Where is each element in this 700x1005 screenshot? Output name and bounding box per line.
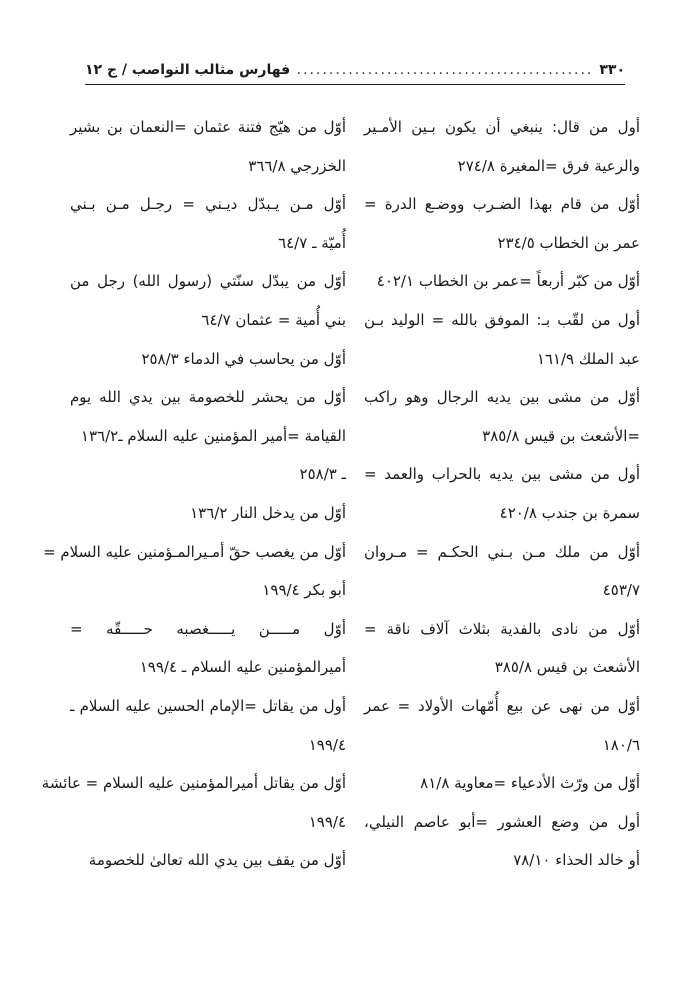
index-entry-line: الأشعث بن قيس ٣٨٥/٨ bbox=[494, 658, 640, 677]
index-entry-line: القيامة =أمير المؤمنين عليه السلام ـ١٣٦/٢ bbox=[80, 426, 346, 445]
index-entry-line: أوّل من ملك مـن بـني الحكـم = مـروان bbox=[364, 542, 640, 561]
index-entry-line: بني أُمية = عثمان ٦٤/٧ bbox=[201, 310, 346, 329]
index-entry-line: أوّل من ورّث الأدعياء =معاوية ٨١/٨ bbox=[420, 774, 640, 793]
index-entry-line: أوّل من يحاسب في الدماء ٢٥٨/٣ bbox=[141, 349, 346, 368]
right-column bbox=[364, 108, 640, 880]
running-header bbox=[85, 56, 625, 85]
index-entry-line: أوّل مـــــن يـــــغصبه حـــــقّه = bbox=[70, 619, 346, 638]
index-entry-line: أول من يقاتل =الإمام الحسين عليه السلام ـ bbox=[70, 696, 346, 715]
index-entry-line: =الأشعث بن قيس ٣٨٥/٨ bbox=[482, 426, 640, 445]
index-columns bbox=[41, 108, 640, 880]
index-entry-line: عمر بن الخطاب ٢٣٤/٥ bbox=[497, 233, 640, 252]
index-entry-line: أو خالد الحذاء ٧٨/١٠ bbox=[513, 851, 640, 870]
index-entry-line: ١٩٩/٤ bbox=[308, 735, 346, 754]
index-entry-line: ـ ٢٥٨/٣ bbox=[299, 465, 346, 484]
index-entry-line: أوّل من كبّر أربعاً =عمر بن الخطاب ٤٠٢/١ bbox=[376, 272, 640, 291]
running-title: فهارس مثالب النواصب / ج ١٢ bbox=[85, 62, 291, 78]
index-entry-line: أوّل من هيّج فتنة عثمان =النعمان بن بشير bbox=[70, 118, 346, 136]
index-entry-line: أوّل من يغصب حقّ أمـيرالمـؤمنين عليه السلام = bbox=[43, 542, 346, 561]
index-entry-line: ٤٥٣/٧ bbox=[602, 581, 640, 600]
page-number: ٣٣٠ bbox=[599, 62, 625, 78]
index-entry-line: أوّل مـن يـبدّل ديـني = رجـل مـن بـني bbox=[70, 195, 346, 214]
index-entry-line: أوّل من نهى عن بيع أُمّهات الأولاد = عمر bbox=[364, 696, 640, 715]
index-entry-line: أميرالمؤمنين عليه السلام ـ ١٩٩/٤ bbox=[139, 658, 346, 677]
index-entry-line: أول من وضع العشور =أبو عاصم النيلي، bbox=[364, 812, 640, 831]
index-entry-line: أُميّة ـ ٦٤/٧ bbox=[278, 233, 346, 252]
leader-dots bbox=[296, 62, 593, 78]
index-entry-line: سمرة بن جندب ٤٢٠/٨ bbox=[499, 503, 640, 522]
index-entry-line: ١٨٠/٦ bbox=[602, 735, 640, 754]
index-entry-line: والرعية فرق =المغيرة ٢٧٤/٨ bbox=[457, 156, 640, 175]
index-entry-line: أوّل من مشى بين يديه الرجال وهو راكب bbox=[364, 388, 640, 407]
left-column bbox=[41, 108, 346, 880]
index-entry-line: أوّل من يقاتل أميرالمؤمنين عليه السلام = عائشة bbox=[41, 774, 346, 793]
index-entry-line: أوّل من قام بهذا الضـرب ووضـع الدرة = bbox=[364, 195, 640, 214]
index-entry-line: أوّل من يدخل النار ١٣٦/٢ bbox=[190, 503, 346, 522]
index-entry-line: أول من لقّب بـ: الموفق بالله = الوليد بـن bbox=[364, 310, 640, 329]
index-entry-line: أول من مشى بين يديه بالحراب والعمد = bbox=[364, 465, 640, 484]
index-entry-line: أوّل من يقف بين يدي الله تعالىٰ للخصومة bbox=[88, 851, 346, 870]
index-entry-line: أوّل من يبدّل سنّتي (رسول الله) رجل من bbox=[70, 272, 346, 291]
index-entry-line: عبد الملك ١٦١/٩ bbox=[536, 349, 640, 368]
index-entry-line: الخزرجي ٣٦٦/٨ bbox=[248, 156, 346, 175]
index-entry-line: أوّل من نادى بالفدية بثلاث آلاف ناقة = bbox=[364, 619, 640, 638]
index-entry-line: أبو بكر ١٩٩/٤ bbox=[262, 581, 346, 600]
index-entry-line: ١٩٩/٤ bbox=[308, 812, 346, 831]
index-entry-line: أول من قال: ينبغي أن يكون بـين الأمـير bbox=[364, 118, 640, 136]
index-entry-line: أوّل من يحشر للخصومة بين يدي الله يوم bbox=[70, 388, 346, 407]
